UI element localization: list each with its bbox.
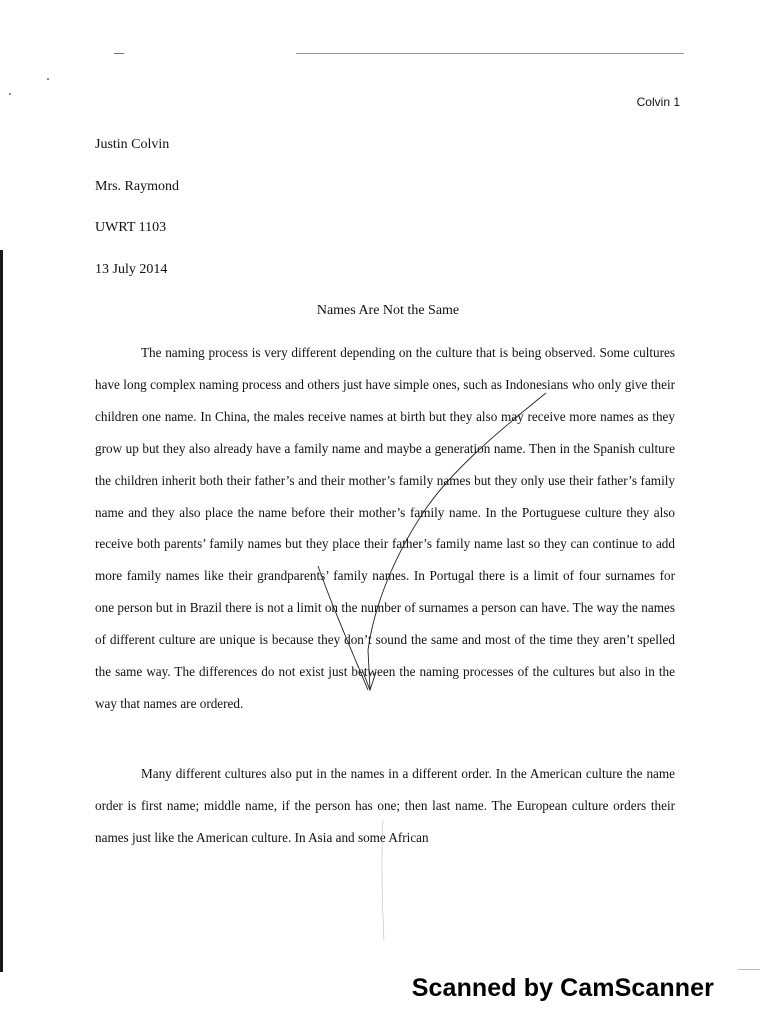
scan-top-rule: [296, 53, 684, 54]
author-name: Justin Colvin: [95, 137, 170, 152]
course-code: UWRT 1103: [95, 220, 167, 235]
essay-title: Names Are Not the Same: [316, 303, 460, 318]
scan-speck: [738, 969, 760, 970]
scan-left-edge-shadow: [0, 250, 3, 972]
scan-speck: [47, 78, 49, 80]
essay-date: 13 July 2014: [95, 262, 168, 277]
instructor-name: Mrs. Raymond: [95, 179, 179, 194]
camscanner-watermark: Scanned by CamScanner: [411, 974, 714, 1002]
scan-dash-mark: [114, 53, 124, 54]
body-paragraph: The naming process is very different depending on the culture that is being observed. Some cultures have long complex naming process and others just have simple ones, such as Indonesians who only give their children one name. In China, the males receive names at birth but they also may receive more names as they grow up but they also already have a family name and maybe a generation name. Then in the Spanish culture the children inherit both their father’s and their mother’s family names but they only use their father’s family name and they also place the name before their mother’s family name. In the Portuguese culture they also receive both parents’ family names but they place their father’s family name last so they can continue to add more family names like their grandparents’ family names. In Portugal there is a limit of four surnames for one person but in Brazil there is not a limit on the number of surnames a person can have. The way the names of different culture are unique is because they don’t sound the same and most of the time they aren’t spelled the same way. The differences do not exist just between the naming processes of the cultures but also in the way that names are ordered.: [95, 345, 675, 711]
body-paragraph: Many different cultures also put in the names in a different order. In the American culture the name order is first name; middle name, if the person has one; then last name. The European culture orders their names just like the American culture. In Asia and some African: [95, 766, 675, 845]
running-header: Colvin 1: [636, 95, 680, 109]
scan-speck: [9, 93, 11, 95]
